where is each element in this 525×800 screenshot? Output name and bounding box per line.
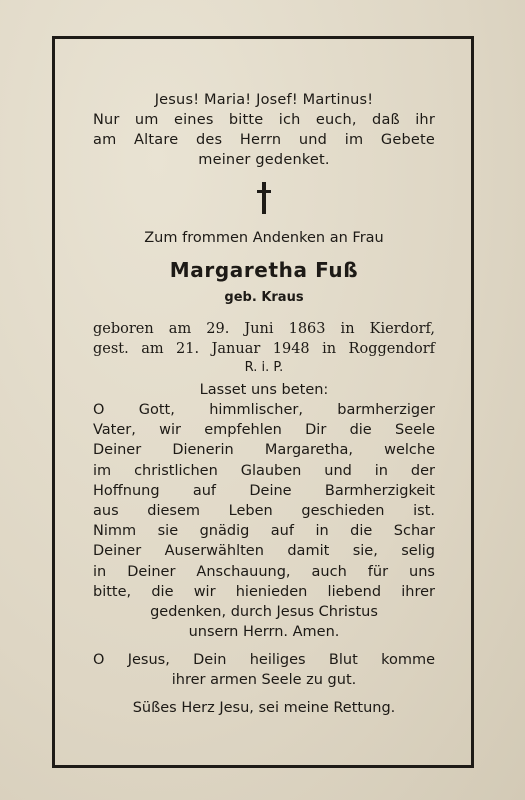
life-dates: [93, 319, 435, 359]
prayer-text: [93, 400, 435, 642]
prayer-line: Vater, wir empfehlen Dir die Seele: [93, 422, 435, 439]
invocation-line: O Jesus, Dein heiliges Blut komme: [93, 652, 435, 669]
closing-line: Süßes Herz Jesu, sei meine Rettung.: [132, 700, 396, 717]
prayer-line: Deiner Dienerin Margaretha, welche: [93, 442, 435, 459]
intro-line: am Altare des Herrn und im Gebete: [93, 132, 435, 148]
prayer-line: bitte, die wir hienieden liebend ihrer: [93, 583, 435, 600]
intro-line: Jesus! Maria! Josef! Martinus!: [154, 92, 374, 108]
prayer-line: aus diesem Leben geschieden ist.: [93, 503, 435, 520]
card-content: [93, 90, 435, 718]
maiden-name: geb. Kraus: [224, 290, 304, 305]
intro-line: Nur um eines bitte ich euch, daß ihr: [93, 112, 435, 128]
prayer-line: unsern Herrn. Amen.: [188, 624, 340, 641]
intro-line: meiner gedenket.: [198, 152, 330, 168]
prayer-line: Deiner Auserwählten damit sie, selig: [93, 543, 435, 560]
invocation-line: ihrer armen Seele zu gut.: [171, 672, 357, 689]
intro-text: [93, 90, 435, 170]
prayer-line: im christlichen Glauben und in der: [93, 462, 435, 479]
prayer-line: Nimm sie gnädig auf in die Schar: [93, 523, 435, 540]
prayer-line: gedenken, durch Jesus Christus: [150, 604, 378, 621]
prayer-line: Hoffnung auf Deine Barmherzigkeit: [93, 482, 435, 499]
rip-text: R. i. P.: [244, 360, 284, 375]
invocation-text: [93, 650, 435, 690]
prayer-line: O Gott, himmlischer, barmherziger: [93, 402, 435, 418]
died-line: gest. am 21. Januar 1948 in Roggendorf: [93, 341, 435, 357]
born-line: geboren am 29. Juni 1863 in Kierdorf,: [93, 321, 435, 337]
prayer-heading: Lasset uns beten:: [199, 382, 329, 398]
prayer-line: in Deiner Anschauung, auch für uns: [93, 563, 435, 580]
deceased-name: Margaretha Fuß: [169, 258, 359, 282]
memorial-line: Zum frommen Andenken an Frau: [144, 230, 384, 246]
cross-icon: [257, 182, 271, 214]
